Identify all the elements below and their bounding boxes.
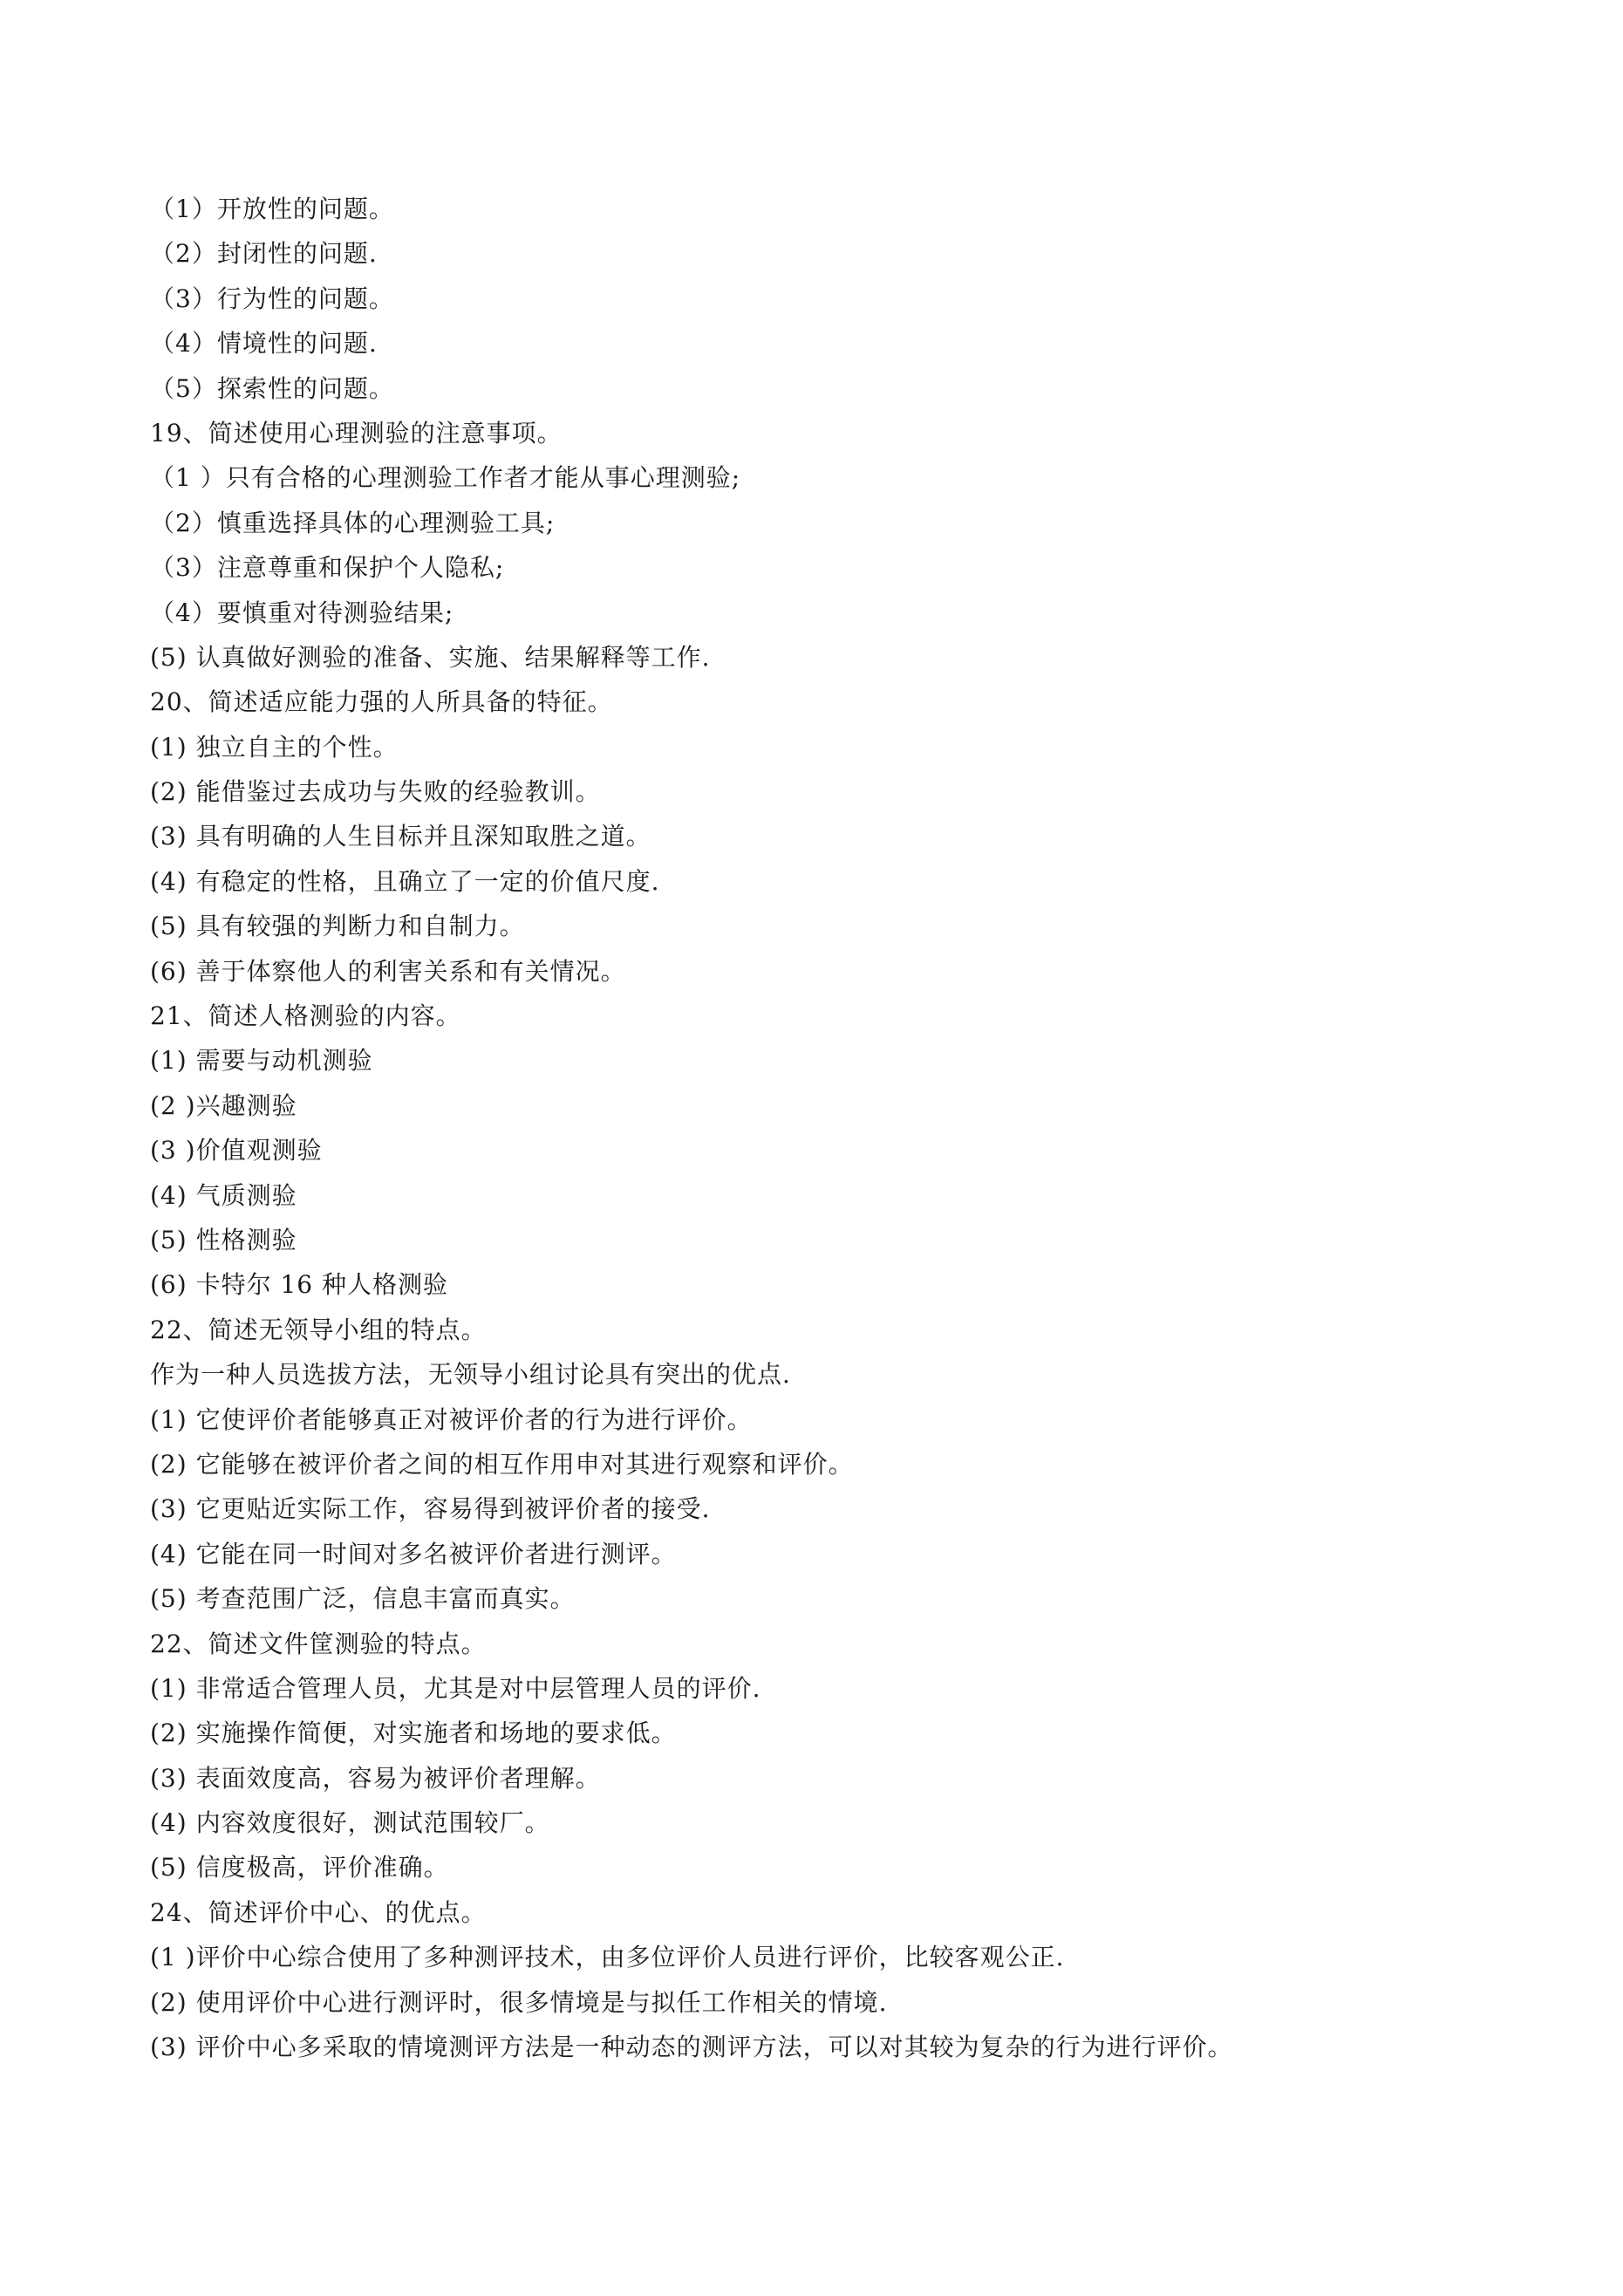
- text-line: (2) 实施操作简便，对实施者和场地的要求低。: [150, 1719, 677, 1748]
- text-line: (1) 它使评价者能够真正对被评价者的行为进行评价。: [150, 1404, 753, 1434]
- text-line: (4) 它能在同一时间对多名被评价者进行测评。: [150, 1539, 677, 1568]
- question-heading: 19、简述使用心理测验的注意事项。: [150, 418, 563, 448]
- text-line: 作为一种人员选拔方法，无领导小组讨论具有突出的优点.: [150, 1360, 791, 1390]
- question-heading: 22、简述文件筐测验的特点。: [150, 1629, 487, 1658]
- text-line: (2 )兴趣测验: [150, 1090, 297, 1120]
- text-line: (5) 信度极高，评价准确。: [150, 1853, 449, 1883]
- text-line: (4) 内容效度很好，测试范围较厂。: [150, 1808, 550, 1838]
- text-line: (1 )评价中心综合使用了多种测评技术，由多位评价人员进行评价，比较客观公正.: [150, 1943, 1065, 1972]
- text-line: （1 ）只有合格的心理测验工作者才能从事心理测验;: [150, 463, 741, 493]
- text-line: （5）探索性的问题。: [150, 373, 394, 403]
- text-line: （3）注意尊重和保护个人隐私;: [150, 553, 505, 583]
- text-line: (2) 能借鉴过去成功与失败的经验教训。: [150, 777, 601, 807]
- document-body: [150, 187, 1510, 2069]
- text-line: (6) 善于体察他人的利害关系和有关情况。: [150, 956, 626, 986]
- text-line: (5) 性格测验: [150, 1225, 297, 1254]
- text-line: (2) 使用评价中心进行测评时，很多情境是与拟任工作相关的情境.: [150, 1987, 888, 2017]
- text-line: （2）封闭性的问题.: [150, 239, 378, 269]
- text-line: （3）行为性的问题。: [150, 284, 394, 313]
- text-line: (3) 它更贴近实际工作，容易得到被评价者的接受.: [150, 1494, 711, 1524]
- text-line: (6) 卡特尔 16 种人格测验: [150, 1270, 448, 1300]
- text-line: （1）开放性的问题。: [150, 195, 394, 223]
- text-line: （4）情境性的问题.: [150, 329, 378, 359]
- text-line: （4）要慎重对待测验结果;: [150, 598, 454, 627]
- text-line: （2）慎重选择具体的心理测验工具;: [150, 508, 556, 537]
- text-line: (4) 有稳定的性格，且确立了一定的价值尺度.: [150, 866, 660, 896]
- text-line: (1) 独立自主的个性。: [150, 732, 399, 762]
- text-line: (5) 具有较强的判断力和自制力。: [150, 912, 525, 941]
- question-heading: 22、简述无领导小组的特点。: [150, 1315, 487, 1344]
- text-line: (5) 认真做好测验的准备、实施、结果解释等工作.: [150, 642, 711, 672]
- text-line: (1) 非常适合管理人员，尤其是对中层管理人员的评价.: [150, 1673, 761, 1703]
- text-line: (1) 需要与动机测验: [150, 1046, 373, 1076]
- question-heading: 20、简述适应能力强的人所具备的特征。: [150, 687, 613, 717]
- text-line: (2) 它能够在被评价者之间的相互作用申对其进行观察和评价。: [150, 1449, 854, 1479]
- question-heading: 21、简述人格测验的内容。: [150, 1001, 461, 1031]
- text-line: (3) 表面效度高，容易为被评价者理解。: [150, 1763, 601, 1793]
- text-line: (5) 考查范围广泛，信息丰富而真实。: [150, 1584, 576, 1614]
- text-line: (3) 具有明确的人生目标并且深知取胜之道。: [150, 822, 651, 851]
- text-line: (4) 气质测验: [150, 1180, 297, 1210]
- text-line: (3) 评价中心多采取的情境测评方法是一种动态的测评方法，可以对其较为复杂的行为进行评价。: [150, 2033, 1233, 2062]
- question-heading: 24、简述评价中心、的优点。: [150, 1897, 487, 1927]
- text-line: (3 )价值观测验: [150, 1136, 323, 1165]
